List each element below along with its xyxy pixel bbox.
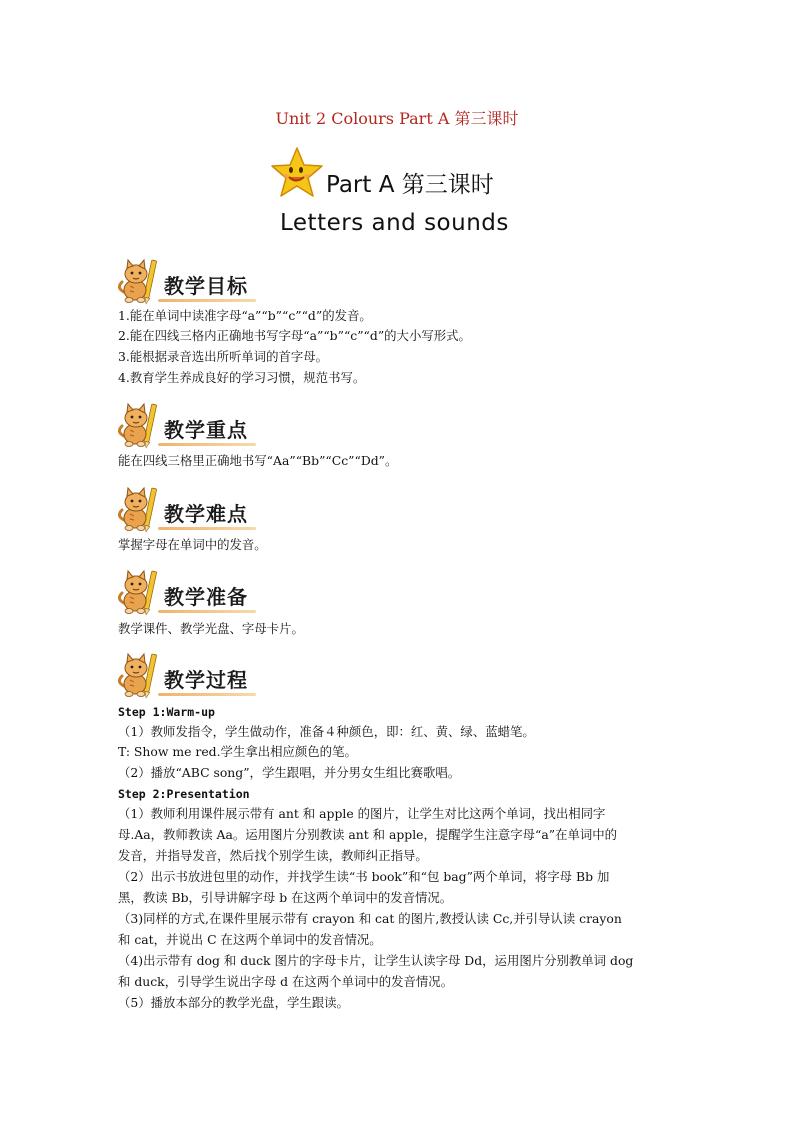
title-underline [158, 299, 256, 302]
goal-line: 2.能在四线三格内正确地书写字母“a”“b”“c”“d”的大小写形式。 [118, 328, 471, 343]
section-header-goals [118, 258, 318, 306]
title-underline [158, 610, 256, 613]
title-underline [158, 443, 256, 446]
goal-line: 3.能根据录音选出所听单词的首字母。 [118, 349, 329, 364]
process-line: （5）播放本部分的教学光盘，学生跟读。 [118, 995, 349, 1010]
section-header-process [118, 652, 318, 700]
key-point-line: 能在四线三格里正确地书写“Aa”“Bb”“Cc”“Dd”。 [118, 453, 398, 468]
section-title: 教学准备 [164, 585, 248, 609]
part-label: Part A 第三课时 [326, 172, 494, 198]
section-header-preparation [118, 569, 318, 617]
process-line: 和 duck，引导学生说出字母 d 在这两个单词中的发音情况。 [118, 974, 454, 989]
section-title: 教学目标 [164, 274, 248, 298]
preparation-line: 教学课件、教学光盘、字母卡片。 [118, 621, 304, 636]
document-title: Unit 2 Colours Part A 第三课时 [275, 109, 519, 128]
process-line: 和 cat，并说出 C 在这两个单词中的发音情况。 [118, 932, 382, 947]
goal-line: 4.教育学生养成良好的学习习惯，规范书写。 [118, 370, 366, 385]
cat-with-pencil-icon [118, 402, 162, 450]
process-line: （2）出示书放进包里的动作，并找学生读“书 book”和“包 bag”两个单词，将字母 Bb 加 [118, 869, 610, 884]
cat-with-pencil-icon [118, 258, 162, 306]
goal-line: 1.能在单词中读准字母“a”“b”“c”“d”的发音。 [118, 308, 372, 323]
section-title: 教学过程 [164, 668, 248, 692]
lesson-header [270, 146, 570, 246]
title-underline [158, 693, 256, 696]
cat-with-pencil-icon [118, 486, 162, 534]
process-line: （2）播放“ABC song”，学生跟唱，并分男女生组比赛歌唱。 [118, 765, 461, 780]
process-line: 母.Aa，教师教读 Aa。运用图片分别教读 ant 和 apple，提醒学生注意字母“a”在单词中的 [118, 827, 618, 842]
section-title: 教学重点 [164, 418, 248, 442]
section-header-difficulties [118, 486, 318, 534]
process-line: （1）教师利用课件展示带有 ant 和 apple 的图片，让学生对比这两个单词，找出相同字 [118, 806, 606, 821]
step-heading: Step 2:Presentation [118, 787, 250, 801]
cat-with-pencil-icon [118, 569, 162, 617]
process-line: （4)出示带有 dog 和 duck 图片的字母卡片，让学生认读字母 Dd，运用图片分别教单词 dog [118, 953, 634, 968]
difficulty-line: 掌握字母在单词中的发音。 [118, 537, 267, 552]
process-line: T: Show me red.学生拿出相应颜色的笔。 [118, 744, 357, 759]
section-header-key-points [118, 402, 318, 450]
cat-with-pencil-icon [118, 652, 162, 700]
process-line: （3)同样的方式,在课件里展示带有 crayon 和 cat 的图片,教授认读 Cc,并引导认读 crayon [118, 911, 622, 926]
step-heading: Step 1:Warm-up [118, 705, 215, 719]
process-line: （1）教师发指令，学生做动作，准备４种颜色，即：红、黄、绿、蓝蜡笔。 [118, 724, 535, 739]
lesson-subtitle: Letters and sounds [280, 210, 509, 236]
section-title: 教学难点 [164, 502, 248, 526]
title-underline [158, 527, 256, 530]
smiling-star-icon [270, 146, 324, 200]
process-line: 黑，教读 Bb，引导讲解字母 b 在这两个单词中的发音情况。 [118, 890, 453, 905]
process-line: 发音，并指导发音，然后找个别学生读，教师纠正指导。 [118, 848, 428, 863]
